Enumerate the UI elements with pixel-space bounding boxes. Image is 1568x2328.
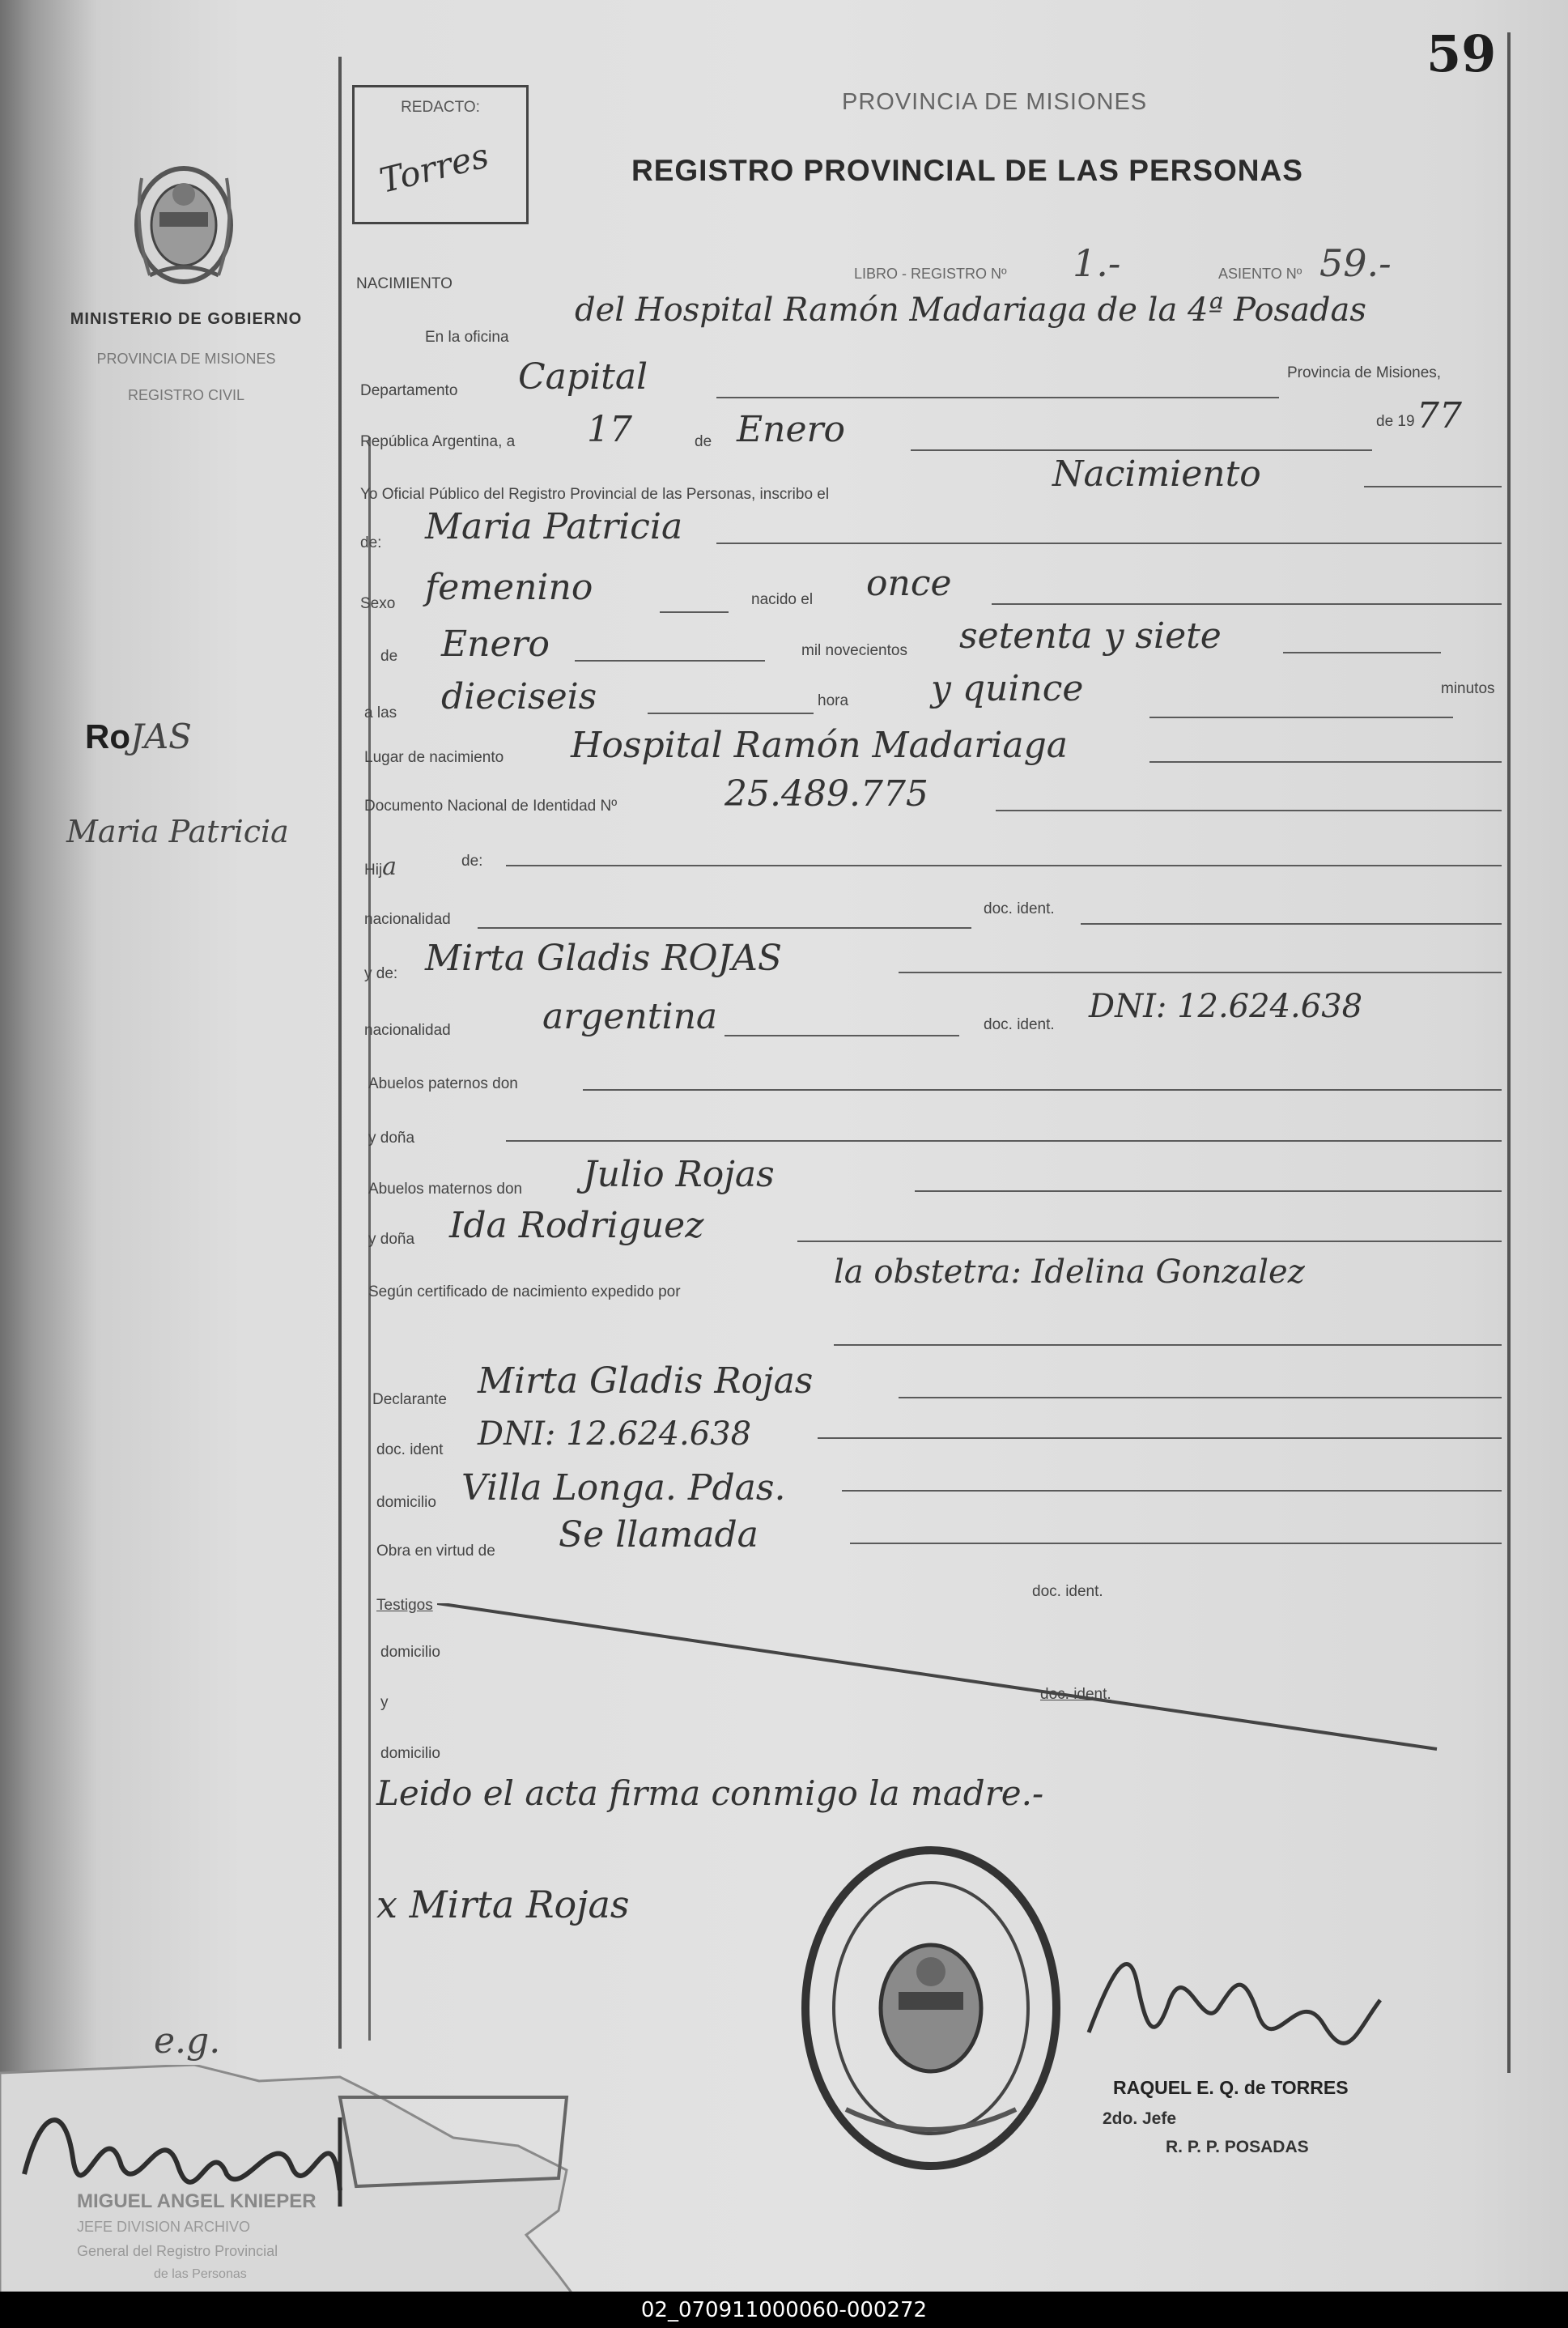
maternal-grandmother-line — [797, 1241, 1502, 1242]
dni-line — [996, 810, 1502, 811]
hours-line — [648, 713, 814, 714]
archive-chief-office: General del Registro Provincial — [77, 2243, 278, 2259]
birthplace-line — [1149, 761, 1502, 763]
registered-act: Nacimiento — [1052, 453, 1261, 495]
born-label: nacido el — [751, 591, 814, 608]
mother-nationality-line — [725, 1035, 959, 1036]
mother-signature: x Mirta Rojas — [376, 1883, 630, 1926]
redacto-box — [352, 85, 529, 224]
office-label: En la oficina — [425, 329, 509, 346]
department-label: Departamento — [360, 382, 458, 399]
month-line — [911, 449, 1372, 451]
sex-value: femenino — [425, 567, 593, 608]
witness2-address-label: domicilio — [380, 1745, 440, 1762]
minutes-value: y quince — [931, 668, 1084, 709]
name-line — [716, 543, 1502, 544]
ministry-label: MINISTERIO DE GOBIERNO — [70, 310, 303, 328]
acting-line — [850, 1543, 1502, 1544]
declarant-doc-line — [818, 1437, 1502, 1439]
archive-chief-office-2: de las Personas — [154, 2267, 247, 2281]
book-value: 1.- — [1073, 241, 1121, 285]
minutes-label: minutos — [1441, 680, 1495, 697]
book-label: LIBRO - REGISTRO Nº — [854, 266, 1007, 282]
province-suffix: Provincia de Misiones, — [1287, 364, 1442, 381]
paternal-grandmother-line — [506, 1140, 1502, 1142]
witness1-doc-label: doc. ident. — [1032, 1583, 1103, 1600]
official-seal-icon — [797, 1842, 1064, 2174]
hours-value: dieciseis — [441, 676, 597, 717]
mother-label: y de: — [364, 965, 398, 982]
sex-line — [660, 611, 729, 613]
registry-heading: REGISTRO PROVINCIAL DE LAS PERSONAS — [631, 154, 1303, 187]
province-label: PROVINCIA DE MISIONES — [96, 351, 276, 367]
mother-nationality-label: nacionalidad — [364, 1022, 451, 1039]
father-nationality-label: nacionalidad — [364, 911, 451, 928]
at-label: a las — [364, 704, 397, 721]
declarant-doc-value: DNI: 12.624.638 — [478, 1415, 752, 1453]
paternal-grandmother-label: y doña — [368, 1130, 415, 1147]
birth-month-value: Enero — [441, 623, 550, 665]
entry-value: 59.- — [1319, 241, 1392, 285]
father-line — [506, 865, 1502, 866]
officer-office: R. P. P. POSADAS — [1166, 2138, 1309, 2156]
officer-signature-icon — [1081, 1935, 1388, 2065]
certificate-label: Según certificado de nacimiento expedido por — [368, 1283, 681, 1300]
mother-nationality-value: argentina — [542, 996, 718, 1037]
archive-signature-icon — [16, 2085, 397, 2207]
month-value: Enero — [737, 409, 846, 450]
address-line — [842, 1490, 1502, 1492]
birth-heading: NACIMIENTO — [356, 275, 453, 292]
mother-name: Mirta Gladis ROJAS — [425, 938, 783, 979]
witnesses-strike-line — [437, 1603, 1441, 1753]
address-label: domicilio — [376, 1494, 436, 1511]
year-words-line — [1283, 652, 1441, 653]
maternal-grandmother-label: y doña — [368, 1231, 415, 1248]
archive-chief-name: MIGUEL ANGEL KNIEPER — [77, 2190, 317, 2212]
archive-chief-title: JEFE DIVISION ARCHIVO — [77, 2219, 251, 2235]
office-value: del Hospital Ramón Madariaga de la 4ª Posadas — [575, 292, 1366, 329]
margin-surname: RoJAS — [85, 717, 192, 756]
maternal-grandmother-value: Ida Rodriguez — [449, 1205, 704, 1246]
dni-label: Documento Nacional de Identidad Nº — [364, 798, 618, 815]
witness2-label: y — [380, 1694, 389, 1711]
minutes-line — [1149, 717, 1453, 718]
witness1-address-label: domicilio — [380, 1644, 440, 1661]
declarant-doc-label: doc. ident — [376, 1441, 444, 1458]
sex-label: Sexo — [360, 595, 396, 612]
thousand-label: mil novecientos — [801, 642, 907, 659]
child-name: Maria Patricia — [425, 506, 683, 547]
birthplace-label: Lugar de nacimiento — [364, 749, 504, 766]
image-id-bar: 02_070911000060-000272 — [0, 2292, 1568, 2328]
officer-title: 2do. Jefe — [1103, 2109, 1177, 2128]
entry-label: ASIENTO Nº — [1218, 266, 1302, 282]
day-value: 17 — [587, 409, 632, 450]
of-label-2: de — [380, 648, 398, 665]
reading-statement: Leido el acta firma conmigo la madre.- — [376, 1773, 1044, 1813]
right-margin-rule — [1507, 32, 1511, 2073]
paternal-grandfather-label: Abuelos paternos don — [368, 1075, 518, 1092]
redacto-label: REDACTO: — [401, 99, 480, 116]
declarant-label: Declarante — [372, 1391, 447, 1408]
declarant-value: Mirta Gladis Rojas — [478, 1360, 814, 1402]
of-father-label: de: — [461, 853, 483, 870]
department-value: Capital — [518, 356, 648, 398]
of-label: de — [695, 433, 712, 450]
left-margin-rule — [338, 57, 342, 2049]
province-heading: PROVINCIA DE MISIONES — [842, 89, 1148, 115]
redacto-signature: Torres — [376, 135, 493, 201]
birth-month-line — [575, 660, 765, 662]
father-doc-label: doc. ident. — [984, 900, 1055, 917]
civil-registry-label: REGISTRO CIVIL — [127, 387, 245, 403]
page-number: 59 — [1426, 24, 1497, 83]
hour-label: hora — [818, 692, 849, 709]
republic-label: República Argentina, a — [360, 433, 516, 450]
mother-line — [899, 972, 1502, 973]
born-day-value: once — [866, 563, 952, 604]
coat-of-arms-icon — [125, 162, 243, 296]
acting-label: Obra en virtud de — [376, 1543, 495, 1560]
child-of-label: Hija — [364, 853, 397, 881]
paternal-grandfather-line — [583, 1089, 1502, 1091]
birthplace-value: Hospital Ramón Madariaga — [571, 725, 1068, 766]
father-nationality-line — [478, 927, 971, 929]
witnesses-label: Testigos — [376, 1597, 433, 1614]
name-label: de: — [360, 534, 382, 551]
maternal-grandfather-label: Abuelos maternos don — [368, 1181, 523, 1198]
act-line — [1364, 486, 1502, 487]
margin-given-name: Maria Patricia — [66, 814, 289, 849]
year-prefix: de 19 — [1376, 413, 1415, 430]
born-line — [992, 603, 1502, 605]
dni-value: 25.489.775 — [725, 773, 928, 815]
maternal-grandfather-value: Julio Rojas — [583, 1154, 775, 1195]
father-doc-line — [1081, 923, 1502, 925]
department-line — [716, 397, 1279, 398]
mother-doc-label: doc. ident. — [984, 1016, 1055, 1033]
birth-year-words: setenta y siete — [959, 615, 1222, 657]
officer-name: RAQUEL E. Q. de TORRES — [1113, 2077, 1349, 2098]
mother-doc-value: DNI: 12.624.638 — [1089, 988, 1363, 1025]
officer-statement: Yo Oficial Público del Registro Provincial de las Personas, inscribo el — [360, 486, 830, 503]
address-value: Villa Longa. Pdas. — [461, 1467, 786, 1509]
certificate-value: la obstetra: Idelina Gonzalez — [834, 1253, 1305, 1291]
archive-initials: e.g. — [154, 2020, 221, 2062]
maternal-grandfather-line — [915, 1190, 1502, 1192]
year-value: 77 — [1417, 395, 1462, 436]
witness2-doc-label: doc. ident. — [1040, 1686, 1111, 1703]
declarant-line — [899, 1397, 1502, 1398]
acting-value: Se llamada — [559, 1514, 759, 1556]
certificate-line-2 — [834, 1344, 1502, 1346]
